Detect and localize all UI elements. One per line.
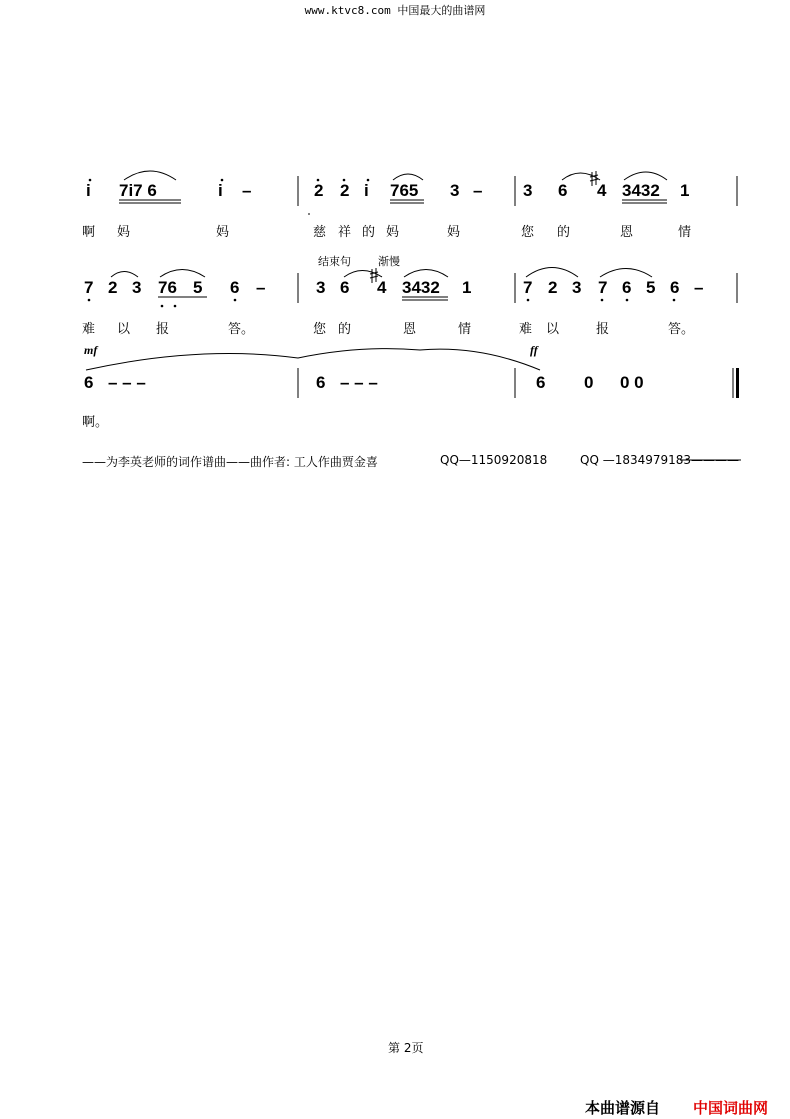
octave-dot-high bbox=[317, 179, 320, 182]
dash-group: – – – bbox=[340, 373, 378, 392]
note: 2 bbox=[108, 278, 118, 297]
lyric: 您 bbox=[313, 322, 327, 337]
slur bbox=[111, 272, 138, 278]
octave-dot-low bbox=[174, 305, 177, 308]
note: 3 bbox=[572, 278, 582, 297]
note: 4 bbox=[597, 181, 607, 200]
note: 3 bbox=[523, 181, 533, 200]
dash: – bbox=[242, 181, 252, 200]
tie-long bbox=[86, 349, 540, 370]
lyric: 答。 bbox=[228, 322, 255, 337]
octave-dot-low bbox=[527, 299, 530, 302]
dash: – bbox=[473, 181, 483, 200]
page-number: 第 2页 bbox=[388, 1041, 424, 1055]
octave-dot-low bbox=[673, 299, 676, 302]
annotation-ending: 结束句 bbox=[318, 255, 351, 268]
footer-site-link[interactable]: 中国词曲网 bbox=[693, 1099, 769, 1117]
note-group: 3432 bbox=[622, 181, 660, 200]
dynamic-mf: mf bbox=[84, 343, 98, 357]
note: 6 bbox=[340, 278, 350, 297]
slur bbox=[393, 174, 423, 180]
note: 5 bbox=[646, 278, 656, 297]
slur bbox=[600, 269, 652, 278]
credits-composer: ——为李英老师的词作谱曲——曲作者: 工人作曲贾金喜 bbox=[82, 455, 378, 469]
lyric: 难 bbox=[519, 322, 533, 337]
note: 3 bbox=[316, 278, 326, 297]
rest: 0 bbox=[584, 373, 594, 392]
final-bar-thick bbox=[736, 368, 739, 398]
footer-source-label: 本曲谱源自 bbox=[585, 1099, 661, 1117]
note: 4 bbox=[377, 278, 387, 297]
credits-qq2: QQ —1834979183———— bbox=[580, 453, 740, 467]
note: 1 bbox=[462, 278, 472, 297]
note-group: 7i7 6 bbox=[119, 181, 157, 200]
note: i bbox=[86, 181, 91, 200]
lyric: 您 bbox=[521, 225, 535, 240]
note: 2 bbox=[314, 181, 324, 200]
dash-group: – – – bbox=[108, 373, 146, 392]
slur bbox=[160, 270, 205, 278]
lyric: 妈 bbox=[386, 225, 400, 240]
lyric: 妈 bbox=[117, 225, 131, 240]
note-group: 765 bbox=[390, 181, 419, 200]
note: 1 bbox=[680, 181, 690, 200]
annotation-ritardando: 渐慢 bbox=[378, 255, 400, 268]
octave-dot-high bbox=[367, 179, 370, 182]
octave-dot-low bbox=[601, 299, 604, 302]
note: 6 bbox=[316, 373, 326, 392]
lyric: 以 bbox=[546, 322, 560, 337]
site-header: www.ktvc8.com 中国最大的曲谱网 bbox=[304, 4, 486, 17]
lyric: 啊 bbox=[82, 225, 96, 240]
octave-dot-high bbox=[221, 179, 224, 182]
note: i bbox=[218, 181, 223, 200]
lyric: 难 bbox=[82, 322, 96, 337]
octave-dot-low bbox=[88, 299, 91, 302]
lyric: 妈 bbox=[216, 225, 230, 240]
lyric: 祥 bbox=[338, 225, 352, 240]
lyric: 情 bbox=[678, 225, 692, 240]
lyric: 情 bbox=[458, 322, 472, 337]
note: 5 bbox=[193, 278, 203, 297]
slur bbox=[562, 173, 600, 180]
octave-dot-low bbox=[234, 299, 237, 302]
note: 7 bbox=[598, 278, 608, 297]
lyric: 报 bbox=[596, 322, 610, 337]
sharp-sign bbox=[370, 268, 378, 283]
dash: – bbox=[694, 278, 704, 297]
note: 7 bbox=[84, 278, 94, 297]
note: 6 bbox=[230, 278, 240, 297]
lyric: 恩 bbox=[620, 225, 634, 240]
note: 6 bbox=[670, 278, 680, 297]
credits-qq1: QQ—1150920818 bbox=[440, 453, 548, 467]
octave-dot-low bbox=[161, 305, 164, 308]
octave-dot-high bbox=[89, 179, 92, 182]
note: 6 bbox=[558, 181, 568, 200]
dynamic-ff: ff bbox=[530, 343, 538, 357]
note: 3 bbox=[450, 181, 460, 200]
note: 2 bbox=[548, 278, 558, 297]
note: 6 bbox=[536, 373, 546, 392]
slur bbox=[526, 268, 578, 278]
slur bbox=[624, 172, 667, 180]
lyric: 妈 bbox=[447, 225, 461, 240]
lyric: 的 bbox=[557, 225, 571, 240]
note: i bbox=[364, 181, 369, 200]
note: 2 bbox=[340, 181, 350, 200]
octave-dot-high bbox=[343, 179, 346, 182]
slur bbox=[124, 171, 176, 180]
lyric: 报 bbox=[156, 322, 170, 337]
note: 7 bbox=[523, 278, 533, 297]
dash: – bbox=[256, 278, 266, 297]
lyric: 的 bbox=[362, 225, 376, 240]
note: 6 bbox=[622, 278, 632, 297]
lyric: 啊。 bbox=[82, 415, 109, 430]
lyric: 的 bbox=[338, 322, 352, 337]
lyric: 慈 bbox=[313, 225, 327, 240]
lyric: 恩 bbox=[403, 322, 417, 337]
rest-group: 0 0 bbox=[620, 373, 644, 392]
slur bbox=[404, 270, 448, 278]
lyric: 答。 bbox=[668, 322, 695, 337]
note: 6 bbox=[84, 373, 94, 392]
note-group: 76 bbox=[158, 278, 177, 297]
note-group: 3432 bbox=[402, 278, 440, 297]
octave-dot-low bbox=[626, 299, 629, 302]
lyric: 以 bbox=[117, 322, 131, 337]
note: 3 bbox=[132, 278, 142, 297]
